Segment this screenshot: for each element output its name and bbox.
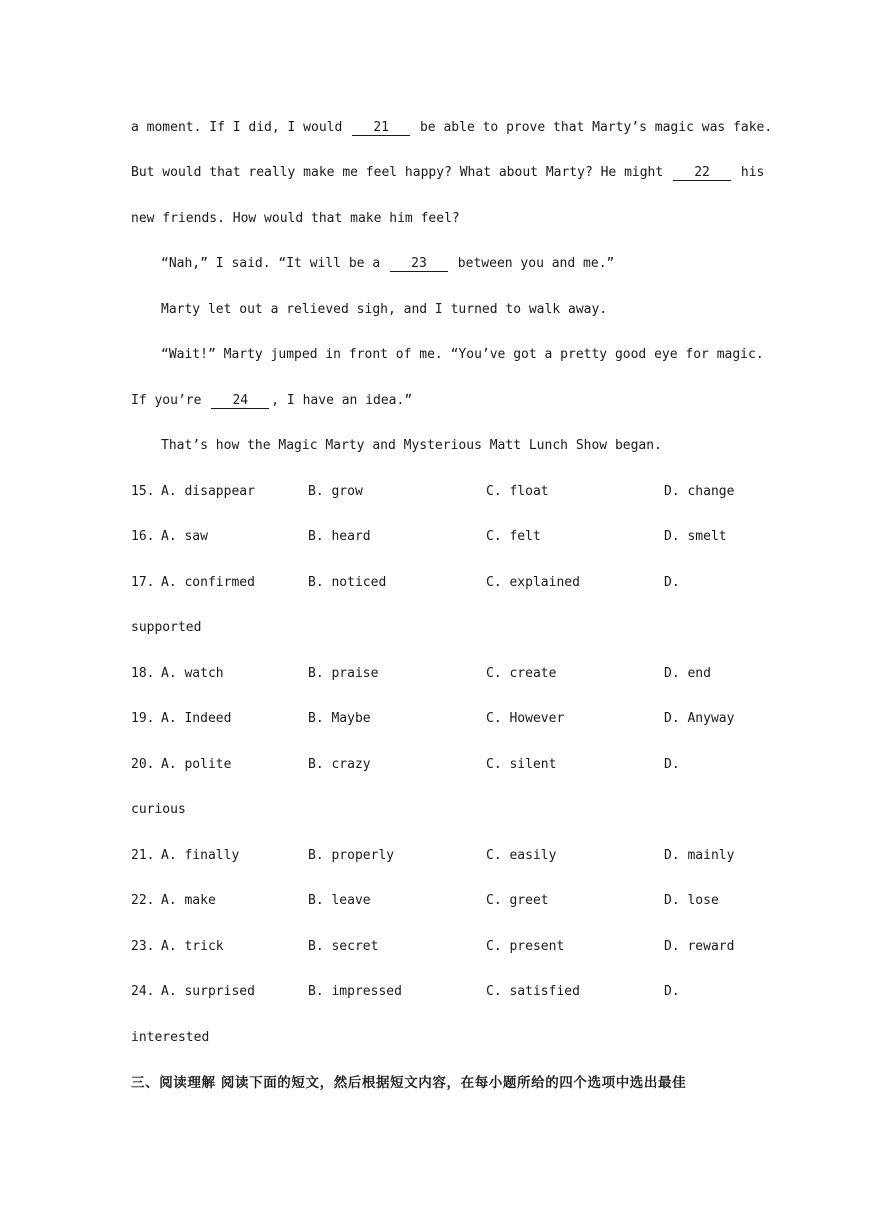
option-d: D.: [664, 984, 680, 999]
question-number: 21.: [131, 848, 155, 863]
question-number: 22.: [131, 893, 155, 908]
question-23: [131, 938, 751, 956]
question-15: [131, 483, 751, 501]
question-21: [131, 847, 751, 865]
blank-22: 22: [673, 165, 731, 181]
option-b: B. praise: [308, 666, 379, 681]
blank-21: 21: [352, 120, 410, 136]
option-d: D. Anyway: [664, 711, 735, 726]
question-number: 20.: [131, 757, 155, 772]
question-19: [131, 710, 751, 728]
option-d: D. smelt: [664, 529, 727, 544]
question-number: 23.: [131, 939, 155, 954]
passage-line-8: That’s how the Magic Marty and Mysterious Matt Lunch Show began.: [161, 438, 662, 453]
option-b: B. crazy: [308, 757, 371, 772]
blank-24: 24: [211, 393, 269, 409]
option-b: B. Maybe: [308, 711, 371, 726]
passage-line-3: new friends. How would that make him feel?: [131, 211, 460, 226]
text-segment: his: [733, 165, 765, 180]
passage-line-7: [131, 392, 412, 410]
option-d: D.: [664, 757, 680, 772]
option-b: B. noticed: [308, 575, 387, 590]
question-22: [131, 892, 751, 910]
option-a: A. saw: [161, 529, 208, 544]
option-c: C. present: [486, 939, 565, 954]
question-number: 24.: [131, 984, 155, 999]
option-d-wrap: interested: [131, 1030, 210, 1045]
question-24: [131, 983, 751, 1001]
option-d: D. change: [664, 484, 735, 499]
question-20: [131, 756, 751, 774]
question-number: 15.: [131, 484, 155, 499]
option-a: A. finally: [161, 848, 240, 863]
passage-line-1: [131, 119, 772, 137]
passage-line-4: [161, 255, 614, 273]
option-a: A. make: [161, 893, 216, 908]
option-a: A. disappear: [161, 484, 255, 499]
option-c: C. create: [486, 666, 557, 681]
option-b: B. properly: [308, 848, 395, 863]
text-segment: a moment. If I did, I would: [131, 120, 351, 135]
option-a: A. surprised: [161, 984, 255, 999]
option-c: C. explained: [486, 575, 580, 590]
option-a: A. Indeed: [161, 711, 232, 726]
question-number: 16.: [131, 529, 155, 544]
text-segment: If you’re: [131, 393, 210, 408]
passage-line-2: [131, 164, 764, 182]
option-c: C. float: [486, 484, 549, 499]
option-c: C. silent: [486, 757, 557, 772]
option-a: A. polite: [161, 757, 232, 772]
option-d: D. end: [664, 666, 711, 681]
question-17: [131, 574, 751, 592]
option-b: B. leave: [308, 893, 371, 908]
section-heading: 三、阅读理解 阅读下面的短文，然后根据短文内容，在每小题所给的四个选项中选出最佳: [131, 1075, 687, 1091]
option-c: C. felt: [486, 529, 541, 544]
option-d: D.: [664, 575, 680, 590]
blank-23: 23: [390, 256, 448, 272]
passage-line-6: “Wait!” Marty jumped in front of me. “You’ve got a pretty good eye for magic.: [161, 347, 764, 362]
text-segment: between you and me.”: [449, 256, 615, 271]
option-a: A. confirmed: [161, 575, 255, 590]
option-b: B. impressed: [308, 984, 402, 999]
option-d: D. reward: [664, 939, 735, 954]
question-number: 18.: [131, 666, 155, 681]
text-segment: “Nah,” I said. “It will be a: [161, 256, 388, 271]
option-c: C. satisfied: [486, 984, 580, 999]
question-16: [131, 528, 751, 546]
text-segment: But would that really make me feel happy? What about Marty? He might: [131, 165, 672, 180]
question-18: [131, 665, 751, 683]
text-segment: , I have an idea.”: [271, 393, 413, 408]
option-a: A. watch: [161, 666, 224, 681]
option-b: B. heard: [308, 529, 371, 544]
text-segment: be able to prove that Marty’s magic was fake.: [412, 120, 773, 135]
option-b: B. secret: [308, 939, 379, 954]
passage-line-5: Marty let out a relieved sigh, and I turned to walk away.: [161, 302, 608, 317]
question-number: 17.: [131, 575, 155, 590]
option-d: D. mainly: [664, 848, 735, 863]
question-number: 19.: [131, 711, 155, 726]
option-c: C. However: [486, 711, 565, 726]
option-d-wrap: curious: [131, 802, 186, 817]
option-c: C. greet: [486, 893, 549, 908]
option-d-wrap: supported: [131, 620, 202, 635]
option-b: B. grow: [308, 484, 363, 499]
option-a: A. trick: [161, 939, 224, 954]
option-c: C. easily: [486, 848, 557, 863]
option-d: D. lose: [664, 893, 719, 908]
